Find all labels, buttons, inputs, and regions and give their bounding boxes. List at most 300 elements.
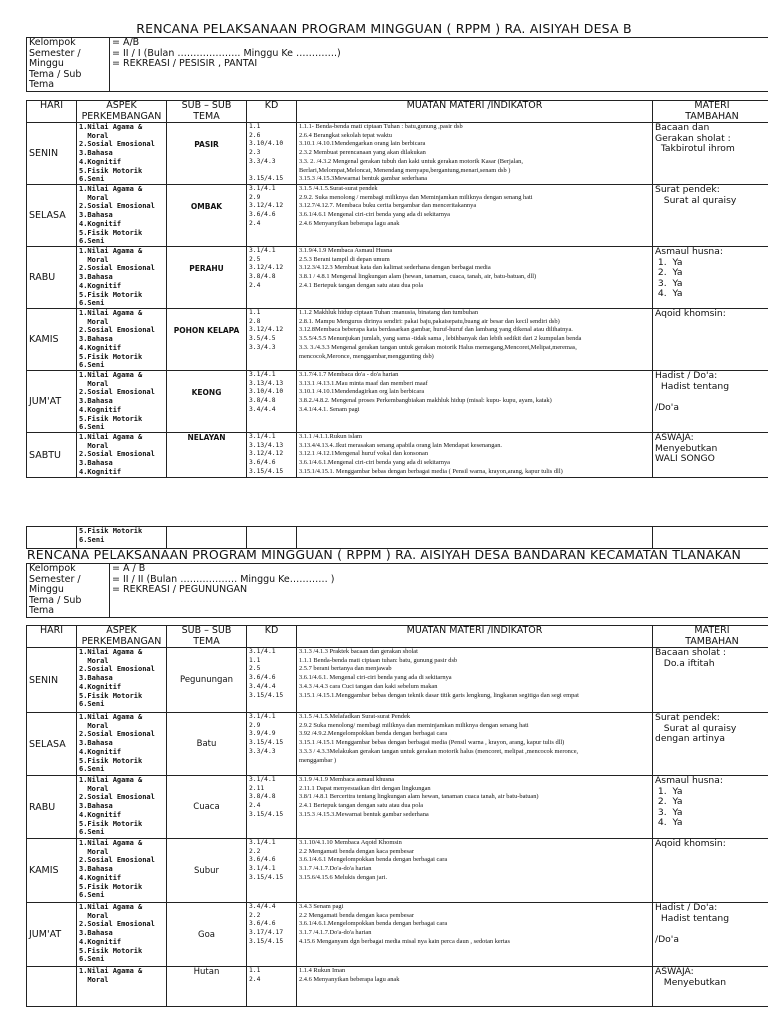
aspek-line: 3.Bahasa xyxy=(79,397,113,406)
kd-line: 3.8/4.8 xyxy=(249,793,276,801)
kd-line: 3.9/4.9 xyxy=(249,730,276,738)
indicator-line: 3.8.1 / 4.8.1 Mengenal lingkungan alam (hewan, tanaman, cuaca, tanah, air, batu-batuan, dll) xyxy=(299,273,537,281)
kd-line: 3.3/4.3 xyxy=(249,157,276,165)
kd-line xyxy=(249,353,294,362)
extra-material-line: /Do'a xyxy=(655,933,679,945)
indicator-line: 2.9.2 Suka menolong/ membagi miliknya dan meminjamkan miliknya dengan senang hati xyxy=(299,721,529,729)
indicator-line: 2.2 Mengamati benda dengan kaca pembesar xyxy=(299,847,414,855)
extra-material-line: Hadist / Do'a: xyxy=(655,370,718,381)
aspek-line: 2.Sosial Emosional xyxy=(79,202,155,211)
indicator-cell xyxy=(297,839,653,903)
header-tema: SUB – SUB TEMA xyxy=(167,626,247,648)
info-table xyxy=(26,563,768,618)
indicator-line: 3.1.5 /4.1.5.Melafadkan Surat-surat Pendek xyxy=(299,713,411,720)
aspek-line: 4.Kognitif xyxy=(79,157,122,166)
indicator-line xyxy=(299,229,650,238)
extra-material-line: Hadist / Do'a: xyxy=(655,902,718,913)
kd-line: 2.3 xyxy=(249,149,261,157)
aspek-line: 5.Fisik Motorik xyxy=(79,414,143,423)
indicator-line: 3.1.7/4.1.7 Membaca do'a - do'a harian xyxy=(299,371,399,378)
extra-material-line: Bacaan sholat : xyxy=(655,647,727,658)
aspek-line: Moral xyxy=(79,975,109,984)
info-table xyxy=(26,37,768,92)
aspek-cell xyxy=(77,839,167,903)
info-label: Minggu xyxy=(29,58,64,69)
indicator-cell xyxy=(297,247,653,309)
kd-line: 1.1 xyxy=(249,123,261,130)
extra-material-line: ASWAJA: xyxy=(655,966,694,977)
kd-line: 3.3/4.3 xyxy=(249,747,276,755)
kd-line: 3.6/4.6 xyxy=(249,211,276,219)
extra-material-line: Hadist tentang xyxy=(655,912,730,924)
indicator-line: 3.10.1 /4.10.1Mendendagirkan org lain berbicara xyxy=(299,388,425,396)
extra-material-line: /Do'a xyxy=(655,401,679,413)
aspek-line: 4.Kognitif xyxy=(79,682,122,691)
day-cell: SABTU xyxy=(27,433,77,478)
header-materi: MATERI TAMBAHAN xyxy=(653,101,768,123)
sub-theme-cell: OMBAK xyxy=(167,185,247,247)
kd-line: 3.1/4.1 xyxy=(249,865,276,873)
aspek-line: 4.Kognitif xyxy=(79,281,122,290)
sub-theme-cell: PASIR xyxy=(167,123,247,185)
header-hari: HARI xyxy=(27,101,77,123)
kd-cell xyxy=(247,839,297,903)
sub-theme-cell: NELAYAN xyxy=(167,433,247,478)
extra-material-line: 4. Ya xyxy=(655,288,683,299)
table-row xyxy=(27,903,768,967)
extra-material-cell xyxy=(653,371,768,433)
aspek-line: Moral xyxy=(79,193,109,202)
indicator-line: 2.8.1. Mampu Mengurus dirinya sendiri: pakai baju,pakaisepatu,buang air besar dan kecil sendiri dsb) xyxy=(299,317,560,325)
aspek-line: 5.Fisik Motorik xyxy=(79,166,143,175)
extra-material-line: 2. Ya xyxy=(655,796,683,807)
kd-cell xyxy=(247,433,297,478)
kd-line: 3.15/4.15 xyxy=(249,739,284,747)
extra-material-line: ASWAJA: xyxy=(655,432,694,443)
day-cell xyxy=(27,967,77,1007)
header-muatan: MUATAN MATERI /INDIKATOR xyxy=(297,101,653,123)
indicator-line xyxy=(299,955,650,964)
kd-line xyxy=(249,891,294,900)
aspek-line: Moral xyxy=(79,911,109,920)
aspek-line: 1.Nilai Agama & xyxy=(79,713,143,721)
kd-line xyxy=(249,237,294,246)
kd-line: 3.4/4.4 xyxy=(249,405,276,413)
indicator-line: 3.12.8Membaca beberapa kata berdasarkan gambar, huruf-huruf dan lambang yang dikenal atau dilihatnya. xyxy=(299,326,573,334)
day-cell: SELASA xyxy=(27,185,77,247)
aspek-line: Moral xyxy=(79,721,109,730)
kd-line: 2.11 xyxy=(249,784,265,792)
kd-line: 3.15/4.15 xyxy=(249,467,284,475)
kd-line: 3.1/4.1 xyxy=(249,648,276,655)
indicator-line: 3.13.1 /4.13.1.Mau minta maaf dan memberi maaf xyxy=(299,379,428,387)
aspek-line: 2.Sosial Emosional xyxy=(79,264,155,273)
extra-material-line: Asmaul husna: xyxy=(655,246,723,257)
extra-material-line: 2. Ya xyxy=(655,267,683,278)
kd-line: 3.15/4.15 xyxy=(249,175,284,183)
sub-theme-cell: PERAHU xyxy=(167,247,247,309)
aspek-line: 1.Nilai Agama & xyxy=(79,247,143,255)
aspek-line: 6.Seni xyxy=(79,175,105,184)
kd-line: 3.12/4.12 xyxy=(249,326,284,334)
extra-material-line: Aqoid khomsin: xyxy=(655,308,726,319)
extra-material-line: Surat al quraisy xyxy=(655,722,737,734)
info-labels xyxy=(27,38,110,92)
aspek-cell xyxy=(77,185,167,247)
info-label: Semester / xyxy=(29,47,81,59)
kd-line: 3.6/4.6 xyxy=(249,920,276,928)
aspek-line: 4.Kognitif xyxy=(79,810,122,819)
aspek-line: 3.Bahasa xyxy=(79,802,113,811)
indicator-line: 3.12.1 /4.12.1Mengenal huruf vokal dan konsonan xyxy=(299,450,429,458)
info-value: = REKREASI / PEGUNUNGAN xyxy=(112,584,248,595)
indicator-line: 3.1.3 /4.1.3 Praktek bacaan dan gerakan sholat xyxy=(299,648,418,655)
aspek-line: 1.Nilai Agama & xyxy=(79,776,143,784)
extra-material-line: 4. Ya xyxy=(655,817,683,828)
kd-line xyxy=(249,947,294,956)
kd-line: 3.13/4.13 xyxy=(249,379,284,387)
kd-line: 3.10/4.10 xyxy=(249,388,284,396)
info-label: Kelompok xyxy=(29,37,76,48)
kd-line xyxy=(249,700,294,709)
indicator-line xyxy=(299,820,650,829)
aspek-line: Moral xyxy=(79,656,109,665)
aspek-cell xyxy=(77,648,167,713)
indicator-line: 3.3.3 / 4.3.3Melakukan gerakan tangan untuk gerakan motorik halus (mencoret, melipat ,mencocok meronce, xyxy=(299,747,579,755)
info-label: Tema / Sub xyxy=(29,594,82,606)
kd-line: 2.4 xyxy=(249,281,261,289)
aspek-line: 6.Seni xyxy=(79,891,105,900)
indicator-line xyxy=(299,700,650,709)
indicator-line: 3.3. 2. /4.3.2 Mengenal gerakan tubuh dan kaki untuk gerakan motorik Kasar (Berjalan, xyxy=(299,157,523,165)
day-cell: SELASA xyxy=(27,713,77,776)
day-cell: RABU xyxy=(27,776,77,839)
kd-line: 2.9 xyxy=(249,193,261,201)
info-value: = A / B xyxy=(112,563,146,574)
aspek-line: 4.Kognitif xyxy=(79,747,122,756)
indicator-line: 3.15.6/4.15.6 Melukis dengan jari. xyxy=(299,873,388,881)
indicator-line: 2.4.6 Menyanyikan beberapa lagu anak xyxy=(299,219,400,227)
aspek-line: 2.Sosial Emosional xyxy=(79,665,155,674)
aspek-line: 3.Bahasa xyxy=(79,865,113,874)
aspek-line: 3.Bahasa xyxy=(79,149,113,158)
aspek-line: 5.Fisik Motorik xyxy=(79,228,143,237)
kd-line: 2.6 xyxy=(249,131,261,139)
indicator-line xyxy=(299,828,650,837)
header-kd: KD xyxy=(247,101,297,123)
header-tema: SUB – SUB TEMA xyxy=(167,101,247,123)
indicator-line: 3.6.1/4.6.1. Mengenal ciri-ciri benda yang ada di sekitarnya xyxy=(299,674,452,682)
extra-material-line: Menyebutkan xyxy=(655,442,718,454)
indicator-line: 2.9.2. Suka menolong / membagi miliknya dan Meminjamkan miliknya dengan senang hati xyxy=(299,193,533,201)
kd-cell xyxy=(247,185,297,247)
table-row xyxy=(27,185,768,247)
kd-line xyxy=(249,955,294,964)
aspek-cell xyxy=(77,123,167,185)
aspek-line: 2.Sosial Emosional xyxy=(79,450,155,459)
indicator-line: 3.1.10/4.1.10 Membaca Aqoid Khomsin xyxy=(299,839,402,846)
kd-line: 2.2 xyxy=(249,847,261,855)
aspek-line: 4.Kognitif xyxy=(79,343,122,352)
indicator-line: 3.4.3 /4.4.3 cara Cuci tangan dan kaki sebelum makan xyxy=(299,682,438,690)
aspek-line: 5.Fisik Motorik xyxy=(79,691,143,700)
kd-cell xyxy=(247,309,297,371)
extra-material-line: Surat al quraisy xyxy=(655,194,737,206)
indicator-line: 4.15.6 Menganyam dgn berbagai media misal nya kain perca daun , sedotan kertas xyxy=(299,937,511,945)
aspek-line: 5.Fisik Motorik xyxy=(79,290,143,299)
kd-cell xyxy=(247,903,297,967)
schedule-table xyxy=(26,625,768,1007)
indicator-line: 3.10.1 /4.10.1Mendengarkan orang lain berbicara xyxy=(299,140,426,148)
aspek-line: 6.Seni xyxy=(79,299,105,308)
kd-line xyxy=(249,423,294,432)
extra-material-cell xyxy=(653,433,768,478)
kd-line: 2.4 xyxy=(249,219,261,227)
info-label: Tema xyxy=(29,79,55,90)
aspek-line: 1.Nilai Agama & xyxy=(79,967,143,975)
kd-cell xyxy=(247,371,297,433)
indicator-line: 2.2 Mengamati benda dengan kaca pembesar xyxy=(299,911,414,919)
indicator-line: 1.1.1- Benda-benda mati ciptaan Tuhan : batu,gunung ,pasir dsb xyxy=(299,123,463,130)
extra-material-cell xyxy=(653,309,768,371)
info-values xyxy=(110,564,768,618)
indicator-line: 3.6.1/4.6.1.Mengenal ciri-ciri benda yang ada di sekitarnya xyxy=(299,459,451,467)
extra-material-line: Gerakan sholat : xyxy=(655,132,731,144)
info-value: = A/B xyxy=(112,37,140,48)
aspek-line: 6.Seni xyxy=(79,700,105,709)
aspek-line: 4.Kognitif xyxy=(79,219,122,228)
kd-line: 3.12/4.12 xyxy=(249,264,284,272)
indicator-line: 3.1.9/4.1.9 Membaca Asmaul Husna xyxy=(299,247,393,254)
aspek-cell xyxy=(77,713,167,776)
indicator-line: 2.5.3 Berani tampil di depan umum xyxy=(299,255,390,263)
extra-material-line xyxy=(655,924,768,935)
indicator-line: menggambar ) xyxy=(299,756,337,764)
aspek-line: 3.Bahasa xyxy=(79,273,113,282)
indicator-cell xyxy=(297,185,653,247)
aspek-line: 6.Seni xyxy=(79,955,105,964)
indicator-line: Berlari,Melompat,Meloncat, Menendang menyapu,bergantung,menari,senam dsb ) xyxy=(299,166,511,174)
indicator-line: 3.92 /4.9.2.Mengelompokkan benda dengan berbagai cara xyxy=(299,730,448,738)
aspek-cell xyxy=(77,247,167,309)
aspek-cell xyxy=(77,903,167,967)
aspek-line: 5.Fisik Motorik xyxy=(79,756,143,765)
kd-line xyxy=(249,757,294,766)
aspek-line: 3.Bahasa xyxy=(79,335,113,344)
aspek-line: 3.Bahasa xyxy=(79,739,113,748)
extra-material-cell xyxy=(653,713,768,776)
kd-cell xyxy=(247,776,297,839)
aspek-line: 5.Fisik Motorik xyxy=(79,819,143,828)
table-row xyxy=(27,433,768,478)
indicator-cell xyxy=(297,713,653,776)
info-labels xyxy=(27,564,110,618)
info-label: Tema xyxy=(29,605,55,616)
info-value: = REKREASI / PESISIR , PANTAI xyxy=(112,58,258,69)
indicator-line: 3.4.1/4.4.1. Senam pagi xyxy=(299,405,360,413)
extra-material-cell xyxy=(653,903,768,967)
indicator-line: 1.1.2 Makhluk hidup ciptaan Tuhan :manusia, binatang dan tumbuhan xyxy=(299,309,479,316)
indicator-line: 3.1.9 /4.1.9 Membaca asmaul khusna xyxy=(299,776,395,783)
kd-line xyxy=(249,291,294,300)
indicator-line: 2.5.7 berani bertanya dan menjawab xyxy=(299,665,392,673)
indicator-line xyxy=(299,415,650,424)
sub-theme-cell: Hutan xyxy=(167,967,247,1007)
indicator-line: mencocok,Meronce, menggambar,menggunting dsb) xyxy=(299,352,434,360)
kd-line: 3.12/4.12 xyxy=(249,202,284,210)
indicator-line: 1.1.1 Benda-benda mati ciptaan tuhan: batu, gunung pasir dsb xyxy=(299,656,458,664)
day-cell: JUM'AT xyxy=(27,371,77,433)
table-row xyxy=(27,371,768,433)
kd-line: 3.1/4.1 xyxy=(249,371,276,378)
table-row xyxy=(27,123,768,185)
aspek-cell xyxy=(77,776,167,839)
aspek-line: Moral xyxy=(79,317,109,326)
aspek-line: Moral xyxy=(79,131,109,140)
sub-theme-cell: POHON KELAPA xyxy=(167,309,247,371)
kd-line: 3.1/4.1 xyxy=(249,713,276,720)
header-row xyxy=(27,626,768,648)
extra-material-line: Surat pendek: xyxy=(655,712,720,723)
indicator-line: 3.15.1 /4.15.1.Menggambar bebas dengan teknik dasar titik garis lengkung, lingkaran segitiga dan segi empat xyxy=(299,691,579,699)
aspek-cell xyxy=(77,433,167,478)
indicator-line: 3.3. 3./4.3.3 Mengenal gerakan tangan untuk gerakan motorik Halus memegang,Mencoret,Melipat,meremas, xyxy=(299,343,577,351)
aspek-line: 2.Sosial Emosional xyxy=(79,140,155,149)
sub-theme-cell: Cuaca xyxy=(167,776,247,839)
kd-line: 2.2 xyxy=(249,911,261,919)
table-row xyxy=(27,967,768,1007)
extra-material-cell xyxy=(653,776,768,839)
indicator-line xyxy=(299,291,650,300)
header-hari: HARI xyxy=(27,626,77,648)
kd-line: 3.17/4.17 xyxy=(249,929,284,937)
kd-line: 3.1/4.1 xyxy=(249,433,276,440)
kd-cell xyxy=(247,247,297,309)
extra-material-line: Aqoid khomsin: xyxy=(655,838,726,849)
info-values xyxy=(110,38,768,92)
sub-theme-cell: Subur xyxy=(167,839,247,903)
kd-line: 3.15/4.15 xyxy=(249,937,284,945)
indicator-line xyxy=(299,947,650,956)
indicator-line: 3.8/1 /4.8.1 Berceritra tentang lingkungan alam hewan, tanaman cuaca tanah, air batu-batuan) xyxy=(299,793,539,801)
kd-line: 3.6/4.6 xyxy=(249,856,276,864)
aspek-line: 6.Seni xyxy=(79,765,105,774)
indicator-cell xyxy=(297,648,653,713)
extra-material-line: dengan artinya xyxy=(655,733,725,744)
indicator-line: 3.12.7/4.12.7. Membaca buku cerita bergambar dan menceritakannya xyxy=(299,202,477,210)
aspek-cell xyxy=(77,371,167,433)
extra-material-cell xyxy=(653,839,768,903)
aspek-line: Moral xyxy=(79,441,109,450)
indicator-line: 3.8.2./4.8.2. Mengenal proses Perkembangbiakan makhluk hidup (misal: kupu- kupu, ayam, katak) xyxy=(299,397,552,405)
aspek-line: 1.Nilai Agama & xyxy=(79,648,143,656)
kd-line: 3.5/4.5 xyxy=(249,335,276,343)
info-label: Kelompok xyxy=(29,563,76,574)
aspek-line: 3.Bahasa xyxy=(79,459,113,468)
aspek-line: Moral xyxy=(79,784,109,793)
sub-theme-cell: Pegunungan xyxy=(167,648,247,713)
kd-line: 2.9 xyxy=(249,721,261,729)
aspek-line: 6.Seni xyxy=(79,423,105,432)
aspek-cell xyxy=(77,967,167,1007)
indicator-line: 3.1.7 /4.1.7.Do'a-do'a harian xyxy=(299,929,372,937)
aspek-cell: 5.Fisik Motorik 6.Seni xyxy=(77,527,167,549)
indicator-line xyxy=(299,361,650,370)
schedule-table xyxy=(26,100,768,478)
info-label: Tema / Sub xyxy=(29,68,82,80)
table-row xyxy=(27,839,768,903)
extra-material-line: 1. Ya xyxy=(655,785,683,797)
indicator-cell xyxy=(297,123,653,185)
extra-material-line: Bacaan dan xyxy=(655,122,710,133)
indicator-line: 3.15.1 /4.15.1 Menggambar bebas dengan berbagai media (Pensil warna , krayon, arang, kapur tulis dll) xyxy=(299,739,565,747)
indicator-line: 3.1.5 /4.1.5.Surat-surat pendek xyxy=(299,185,378,192)
info-label: Semester / xyxy=(29,573,81,585)
aspek-line: 1.Nilai Agama & xyxy=(79,903,143,911)
aspek-line: 4.Kognitif xyxy=(79,873,122,882)
indicator-line xyxy=(299,883,650,892)
aspek-line: 1.Nilai Agama & xyxy=(79,371,143,379)
kd-line: 2.8 xyxy=(249,317,261,325)
aspek-line: 2.Sosial Emosional xyxy=(79,793,155,802)
sub-theme-cell: Goa xyxy=(167,903,247,967)
table-row xyxy=(27,776,768,839)
kd-line: 3.3/4.3 xyxy=(249,343,276,351)
indicator-line: 3.15.3 /4.15.3.Mewarnai bentuk gambar sederhana xyxy=(299,810,429,818)
kd-line: 2.4 xyxy=(249,975,261,983)
extra-material-line xyxy=(655,392,768,403)
extra-material-line: Menyebutkan xyxy=(655,976,727,988)
indicator-line: 1.1.4 Rukun Iman xyxy=(299,967,346,974)
kd-line: 3.12/4.12 xyxy=(249,450,284,458)
aspek-line: 1.Nilai Agama & xyxy=(79,433,143,441)
indicator-line: 2.6.4 Berangkat sekolah tepat waktu xyxy=(299,131,392,139)
indicator-cell xyxy=(297,309,653,371)
day-cell: JUM'AT xyxy=(27,903,77,967)
kd-line: 1.1 xyxy=(249,656,261,664)
indicator-line: 3.6.1/4.6.1.Mengelompokkan benda dengan berbagai cara xyxy=(299,920,448,928)
aspek-cell xyxy=(77,309,167,371)
day-cell: KAMIS xyxy=(27,309,77,371)
kd-line xyxy=(249,299,294,308)
extra-material-line: Hadist tentang xyxy=(655,380,730,392)
document-title: RENCANA PELAKSANAAN PROGRAM MINGGUAN ( RPPM ) RA. AISIYAH DESA BANDARAN KECAMATAN TLANAKAN xyxy=(26,547,742,562)
aspek-line: 2.Sosial Emosional xyxy=(79,326,155,335)
kd-line: 3.4/4.4 xyxy=(249,682,276,690)
day-cell: KAMIS xyxy=(27,839,77,903)
table-row xyxy=(27,527,768,549)
header-aspek: ASPEK PERKEMBANGAN xyxy=(77,101,167,123)
aspek-line: 4.Kognitif xyxy=(79,405,122,414)
kd-line xyxy=(249,828,294,837)
extra-material-line: 1. Ya xyxy=(655,256,683,268)
kd-cell xyxy=(247,713,297,776)
aspek-line: Moral xyxy=(79,255,109,264)
extra-material-line: Takbirotul ihrom xyxy=(655,143,735,154)
aspek-line: 3.Bahasa xyxy=(79,674,113,683)
kd-line: 3.8/4.8 xyxy=(249,273,276,281)
table-row xyxy=(27,713,768,776)
kd-line: 3.1/4.1 xyxy=(249,839,276,846)
indicator-line: 3.6.1/4.6.1 Mengelompokkan benda dengan berbagai cara xyxy=(299,856,448,864)
kd-cell xyxy=(247,648,297,713)
indicator-line: 3.6.1/4.6.1 Mengenal ciri-ciri benda yang ada di sekitarnya xyxy=(299,211,451,219)
day-cell: SENIN xyxy=(27,648,77,713)
indicator-line: 3.1.7 /4.1.7.Do'a-do'a harian xyxy=(299,865,372,873)
indicator-line: 3.1.1 /4.1.1.Rukun islam xyxy=(299,433,363,440)
indicator-line: 3.15.1/4.15.1. Menggambar bebas dengan berbagai media ( Pensil warna, krayon,arang, kapur tulis dll) xyxy=(299,467,563,475)
indicator-line: 2.11.1 Dapat menyesuaikan diri dengan lingkungan xyxy=(299,784,431,792)
